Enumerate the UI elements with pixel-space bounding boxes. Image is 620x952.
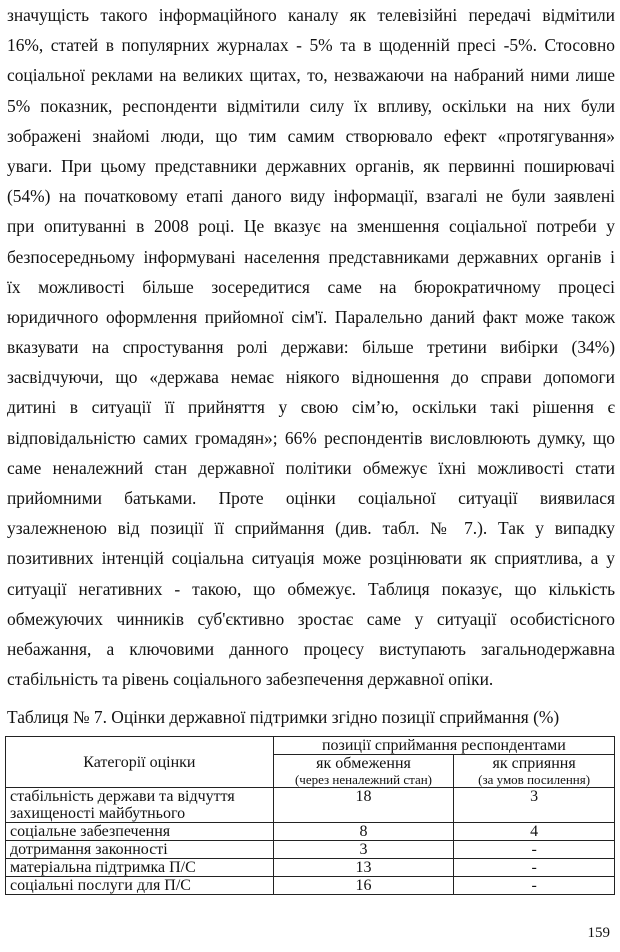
header-col-a-title: як обмеження [316, 755, 411, 772]
row-value-a: 8 [273, 823, 453, 841]
assessment-table [5, 736, 615, 895]
page-number: 159 [587, 925, 610, 941]
row-value-a: 13 [273, 859, 453, 877]
paragraph-line: соціальної реклами на великих щитах, то, незважаючи на набраний ними лише [7, 65, 615, 86]
row-category: дотримання законності [6, 841, 274, 859]
row-value-b: 4 [454, 823, 615, 841]
paragraph-line: відповідальністю самих громадян»; 66% респондентів висловлюють думку, що [7, 427, 615, 448]
paragraph-line: стабільність та рівень соціального забезпечення державної опіки. [7, 669, 494, 690]
paragraph-line: узалежненою від позиції її сприймання (див. табл. № 7.). Так у випадку [7, 518, 615, 539]
row-category: соціальне забезпечення [6, 823, 274, 841]
header-category: Категорії оцінки [6, 737, 274, 788]
paragraph-line: вказувати на спростування ролі держави: більше третини вибірки (34%) [7, 337, 615, 358]
paragraph-line: саме неналежний стан державної політики обмежує їхні можливості стати [7, 457, 615, 478]
paragraph-line: ситуації негативних - такою, що обмежує. Таблиця показує, що кількість [7, 578, 615, 599]
table-row [6, 823, 615, 841]
row-value-b: - [454, 841, 615, 859]
row-category: матеріальна підтримка П/С [6, 859, 274, 877]
paragraph-line: обмежуючих чинників суб'єктивно зростає саме у ситуації особистісного [7, 608, 615, 629]
row-value-a: 18 [273, 788, 453, 823]
row-value-b: - [454, 877, 615, 895]
table-row [6, 859, 615, 877]
paragraph-line: безпосередньому інформувані населення представниками державних органів і [7, 246, 615, 267]
paragraph-line: (54%) на початковому етапі даного виду інформації, взагалі не були заявлені [7, 186, 615, 207]
header-group: позиції сприймання респондентами [273, 737, 614, 755]
row-value-a: 3 [273, 841, 453, 859]
paragraph-line: засвідчуючи, що «держава немає ніякого відношення до справи допомоги [7, 367, 615, 388]
body-paragraph [7, 0, 615, 694]
table-caption: Таблиця № 7. Оцінки державної підтримки згідно позиції сприймання (%) [7, 707, 560, 727]
header-col-b [454, 755, 615, 788]
row-value-a: 16 [273, 877, 453, 895]
header-col-b-title: як сприяння [492, 755, 576, 772]
table-row [6, 788, 615, 823]
paragraph-line: уваги. При цьому представники державних органів, як первинні поширювачі [7, 155, 615, 176]
paragraph-line: значущість такого інформаційного каналу як телевізійні передачі відмітили [7, 5, 615, 25]
table-row [6, 877, 615, 895]
paragraph-line: юридичного оформлення прийомної сім'ї. Паралельно даний факт може також [7, 306, 615, 327]
paragraph-line: прийомними батьками. Проте оцінки соціальної ситуації виявилася [7, 488, 615, 508]
paragraph-line: зображені знайомі люди, що тим самим створювало ефект «протягування» [7, 125, 615, 146]
paragraph-line: їх можливості більше зосередитися саме на бюрократичному процесі [7, 276, 615, 297]
header-col-a [273, 755, 453, 788]
header-col-b-note: (за умов посилення) [478, 772, 591, 787]
paragraph-line: при опитуванні в 2008 році. Це вказує на зменшення соціальної потреби у [7, 216, 615, 237]
paragraph-line: 16%, статей в популярних журналах - 5% та в щоденній пресі -5%. Стосовно [7, 35, 615, 56]
paragraph-line: 5% показник, респонденти відмітили силу їх впливу, оскільки на них були [7, 95, 615, 116]
paragraph-line: небажання, а ключовими данного процесу виступають загальнодержавна [7, 638, 615, 659]
row-value-b: - [454, 859, 615, 877]
table-row [6, 841, 615, 859]
row-category: соціальні послуги для П/С [6, 877, 274, 895]
table-header-row [6, 737, 615, 755]
row-category: стабільність держави та відчуття захищеності майбутнього [6, 788, 274, 823]
header-col-a-note: (через неналежний стан) [294, 772, 433, 787]
paragraph-line: позитивних інтенцій соціальна ситуація може розцінювати як сприятлива, а у [7, 548, 615, 569]
paragraph-line: дитині в ситуації її прийняття у свою сім’ю, оскільки такі рішення є [7, 397, 615, 418]
row-value-b: 3 [454, 788, 615, 823]
